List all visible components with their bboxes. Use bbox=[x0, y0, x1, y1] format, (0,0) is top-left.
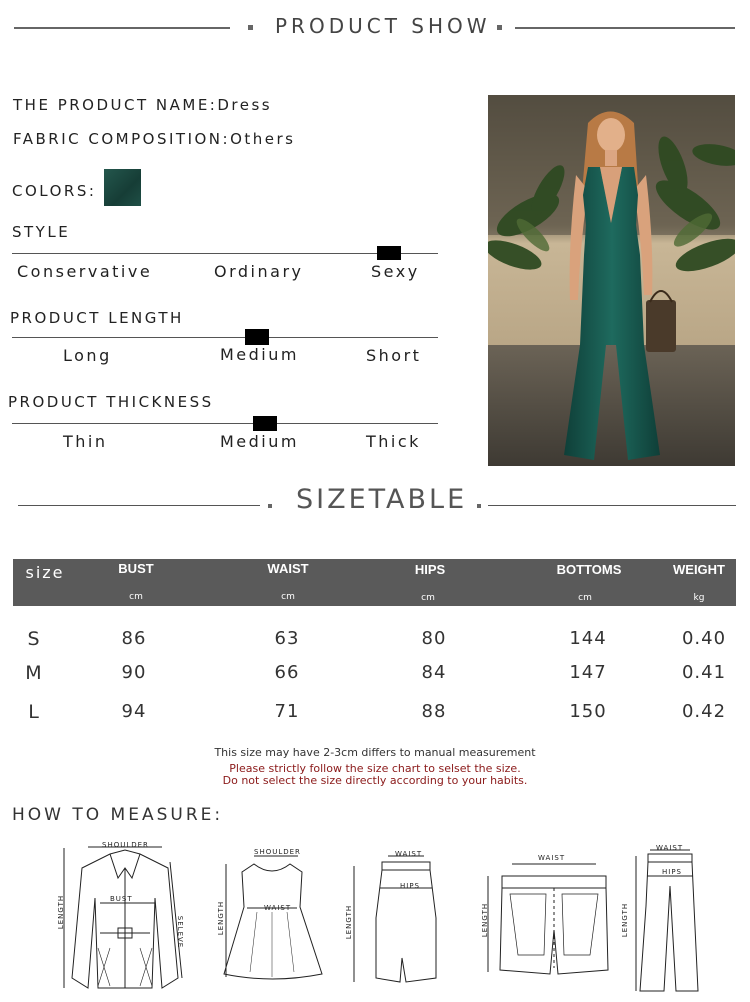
measure-figure-dress bbox=[212, 842, 332, 997]
measure-figure-pants bbox=[620, 846, 720, 996]
size-warning-1: Please strictly follow the size chart to selset the size. bbox=[229, 762, 521, 775]
thickness-title: PRODUCT THICKNESS bbox=[8, 393, 214, 411]
style-title: STYLE bbox=[12, 223, 71, 241]
sizetable-rule-left bbox=[18, 505, 260, 506]
thickness-option-medium: Medium bbox=[220, 432, 299, 451]
fabric-row bbox=[13, 130, 295, 148]
section-title-sizetable: SIZETABLE bbox=[296, 484, 468, 515]
style-scale-line bbox=[12, 253, 438, 254]
col-header-weight: WEIGHT bbox=[673, 562, 725, 577]
cell-weight: 0.41 bbox=[681, 662, 727, 683]
label-waist: WAIST bbox=[656, 844, 684, 852]
cell-weight: 0.42 bbox=[681, 701, 727, 722]
length-marker bbox=[245, 329, 269, 345]
label-waist: WAIST bbox=[264, 904, 292, 912]
header-rule-left bbox=[14, 27, 230, 29]
label-length: LENGTH bbox=[621, 902, 630, 938]
header-dot-left bbox=[248, 25, 253, 30]
cell-bust: 90 bbox=[121, 662, 147, 683]
label-length: LENGTH bbox=[481, 902, 490, 938]
header-rule-right bbox=[515, 27, 735, 29]
product-name-value: Dress bbox=[217, 96, 273, 114]
length-title: PRODUCT LENGTH bbox=[10, 309, 184, 327]
label-shoulder: SHOULDER bbox=[254, 848, 301, 856]
size-warning-2: Do not select the size directly according to your habits. bbox=[222, 774, 528, 787]
cell-size: S bbox=[27, 628, 41, 650]
style-marker bbox=[377, 246, 401, 260]
label-sleeve: SELEVE bbox=[176, 915, 185, 949]
cell-bust: 86 bbox=[121, 628, 147, 649]
cell-bottoms: 144 bbox=[569, 628, 607, 649]
section-title-product-show: PRODUCT SHOW bbox=[275, 14, 491, 38]
how-to-measure-title: HOW TO MEASURE: bbox=[12, 805, 224, 825]
cell-weight: 0.40 bbox=[681, 628, 727, 649]
col-header-bust: BUST bbox=[118, 561, 154, 576]
style-option-ordinary: Ordinary bbox=[214, 262, 304, 281]
thickness-scale-line bbox=[12, 423, 438, 424]
color-swatch[interactable] bbox=[104, 169, 141, 206]
col-unit-hips: cm bbox=[421, 593, 435, 603]
cell-hips: 84 bbox=[421, 662, 447, 683]
colors-label: COLORS: bbox=[12, 182, 97, 200]
col-unit-bust: cm bbox=[129, 592, 143, 602]
length-option-short: Short bbox=[366, 346, 422, 365]
col-unit-bottoms: cm bbox=[578, 593, 592, 603]
cell-bottoms: 147 bbox=[569, 662, 607, 683]
col-unit-waist: cm bbox=[281, 592, 295, 602]
size-note: This size may have 2-3cm differs to manual measurement bbox=[214, 746, 536, 759]
label-length: LENGTH bbox=[57, 894, 66, 930]
measure-figure-jacket bbox=[50, 838, 200, 998]
fabric-label: FABRIC COMPOSITION: bbox=[13, 130, 231, 148]
label-waist: WAIST bbox=[538, 854, 566, 862]
cell-waist: 63 bbox=[274, 628, 300, 649]
length-option-long: Long bbox=[63, 346, 112, 365]
cell-size: M bbox=[25, 662, 43, 684]
label-hips: HIPS bbox=[662, 868, 682, 876]
label-length: LENGTH bbox=[217, 900, 226, 936]
product-name-label: THE PRODUCT NAME: bbox=[13, 96, 218, 114]
thickness-option-thick: Thick bbox=[366, 432, 421, 451]
cell-waist: 71 bbox=[274, 701, 300, 722]
thickness-option-thin: Thin bbox=[63, 432, 108, 451]
measure-figure-shorts bbox=[470, 850, 620, 980]
label-bust: BUST bbox=[110, 895, 133, 903]
sizetable-dot-left bbox=[268, 504, 272, 508]
cell-waist: 66 bbox=[274, 662, 300, 683]
col-header-hips: HIPS bbox=[414, 562, 446, 577]
label-shoulder: SHOULDER bbox=[102, 841, 149, 849]
cell-size: L bbox=[28, 701, 40, 723]
sizetable-dot-right bbox=[477, 504, 481, 508]
label-length: LENGTH bbox=[345, 904, 354, 940]
length-scale-line bbox=[12, 337, 438, 338]
product-name-row bbox=[13, 96, 272, 114]
col-header-size: size bbox=[25, 563, 65, 582]
product-photo bbox=[488, 95, 735, 466]
cell-bust: 94 bbox=[121, 701, 147, 722]
col-header-waist: WAIST bbox=[267, 561, 309, 576]
style-option-conservative: Conservative bbox=[17, 262, 153, 281]
cell-hips: 88 bbox=[421, 701, 447, 722]
col-header-bottoms: BOTTOMS bbox=[556, 562, 622, 577]
header-dot-right bbox=[497, 25, 502, 30]
label-waist: WAIST bbox=[395, 850, 423, 858]
sizetable-rule-right bbox=[488, 505, 736, 506]
thickness-marker bbox=[253, 416, 277, 431]
col-unit-weight: kg bbox=[693, 593, 705, 603]
cell-bottoms: 150 bbox=[569, 701, 607, 722]
label-hips: HIPS bbox=[400, 882, 420, 890]
cell-hips: 80 bbox=[421, 628, 447, 649]
length-option-medium: Medium bbox=[220, 345, 299, 364]
fabric-value: Others bbox=[230, 130, 296, 148]
style-option-sexy: Sexy bbox=[371, 262, 420, 281]
measure-figure-skirt bbox=[340, 848, 450, 998]
